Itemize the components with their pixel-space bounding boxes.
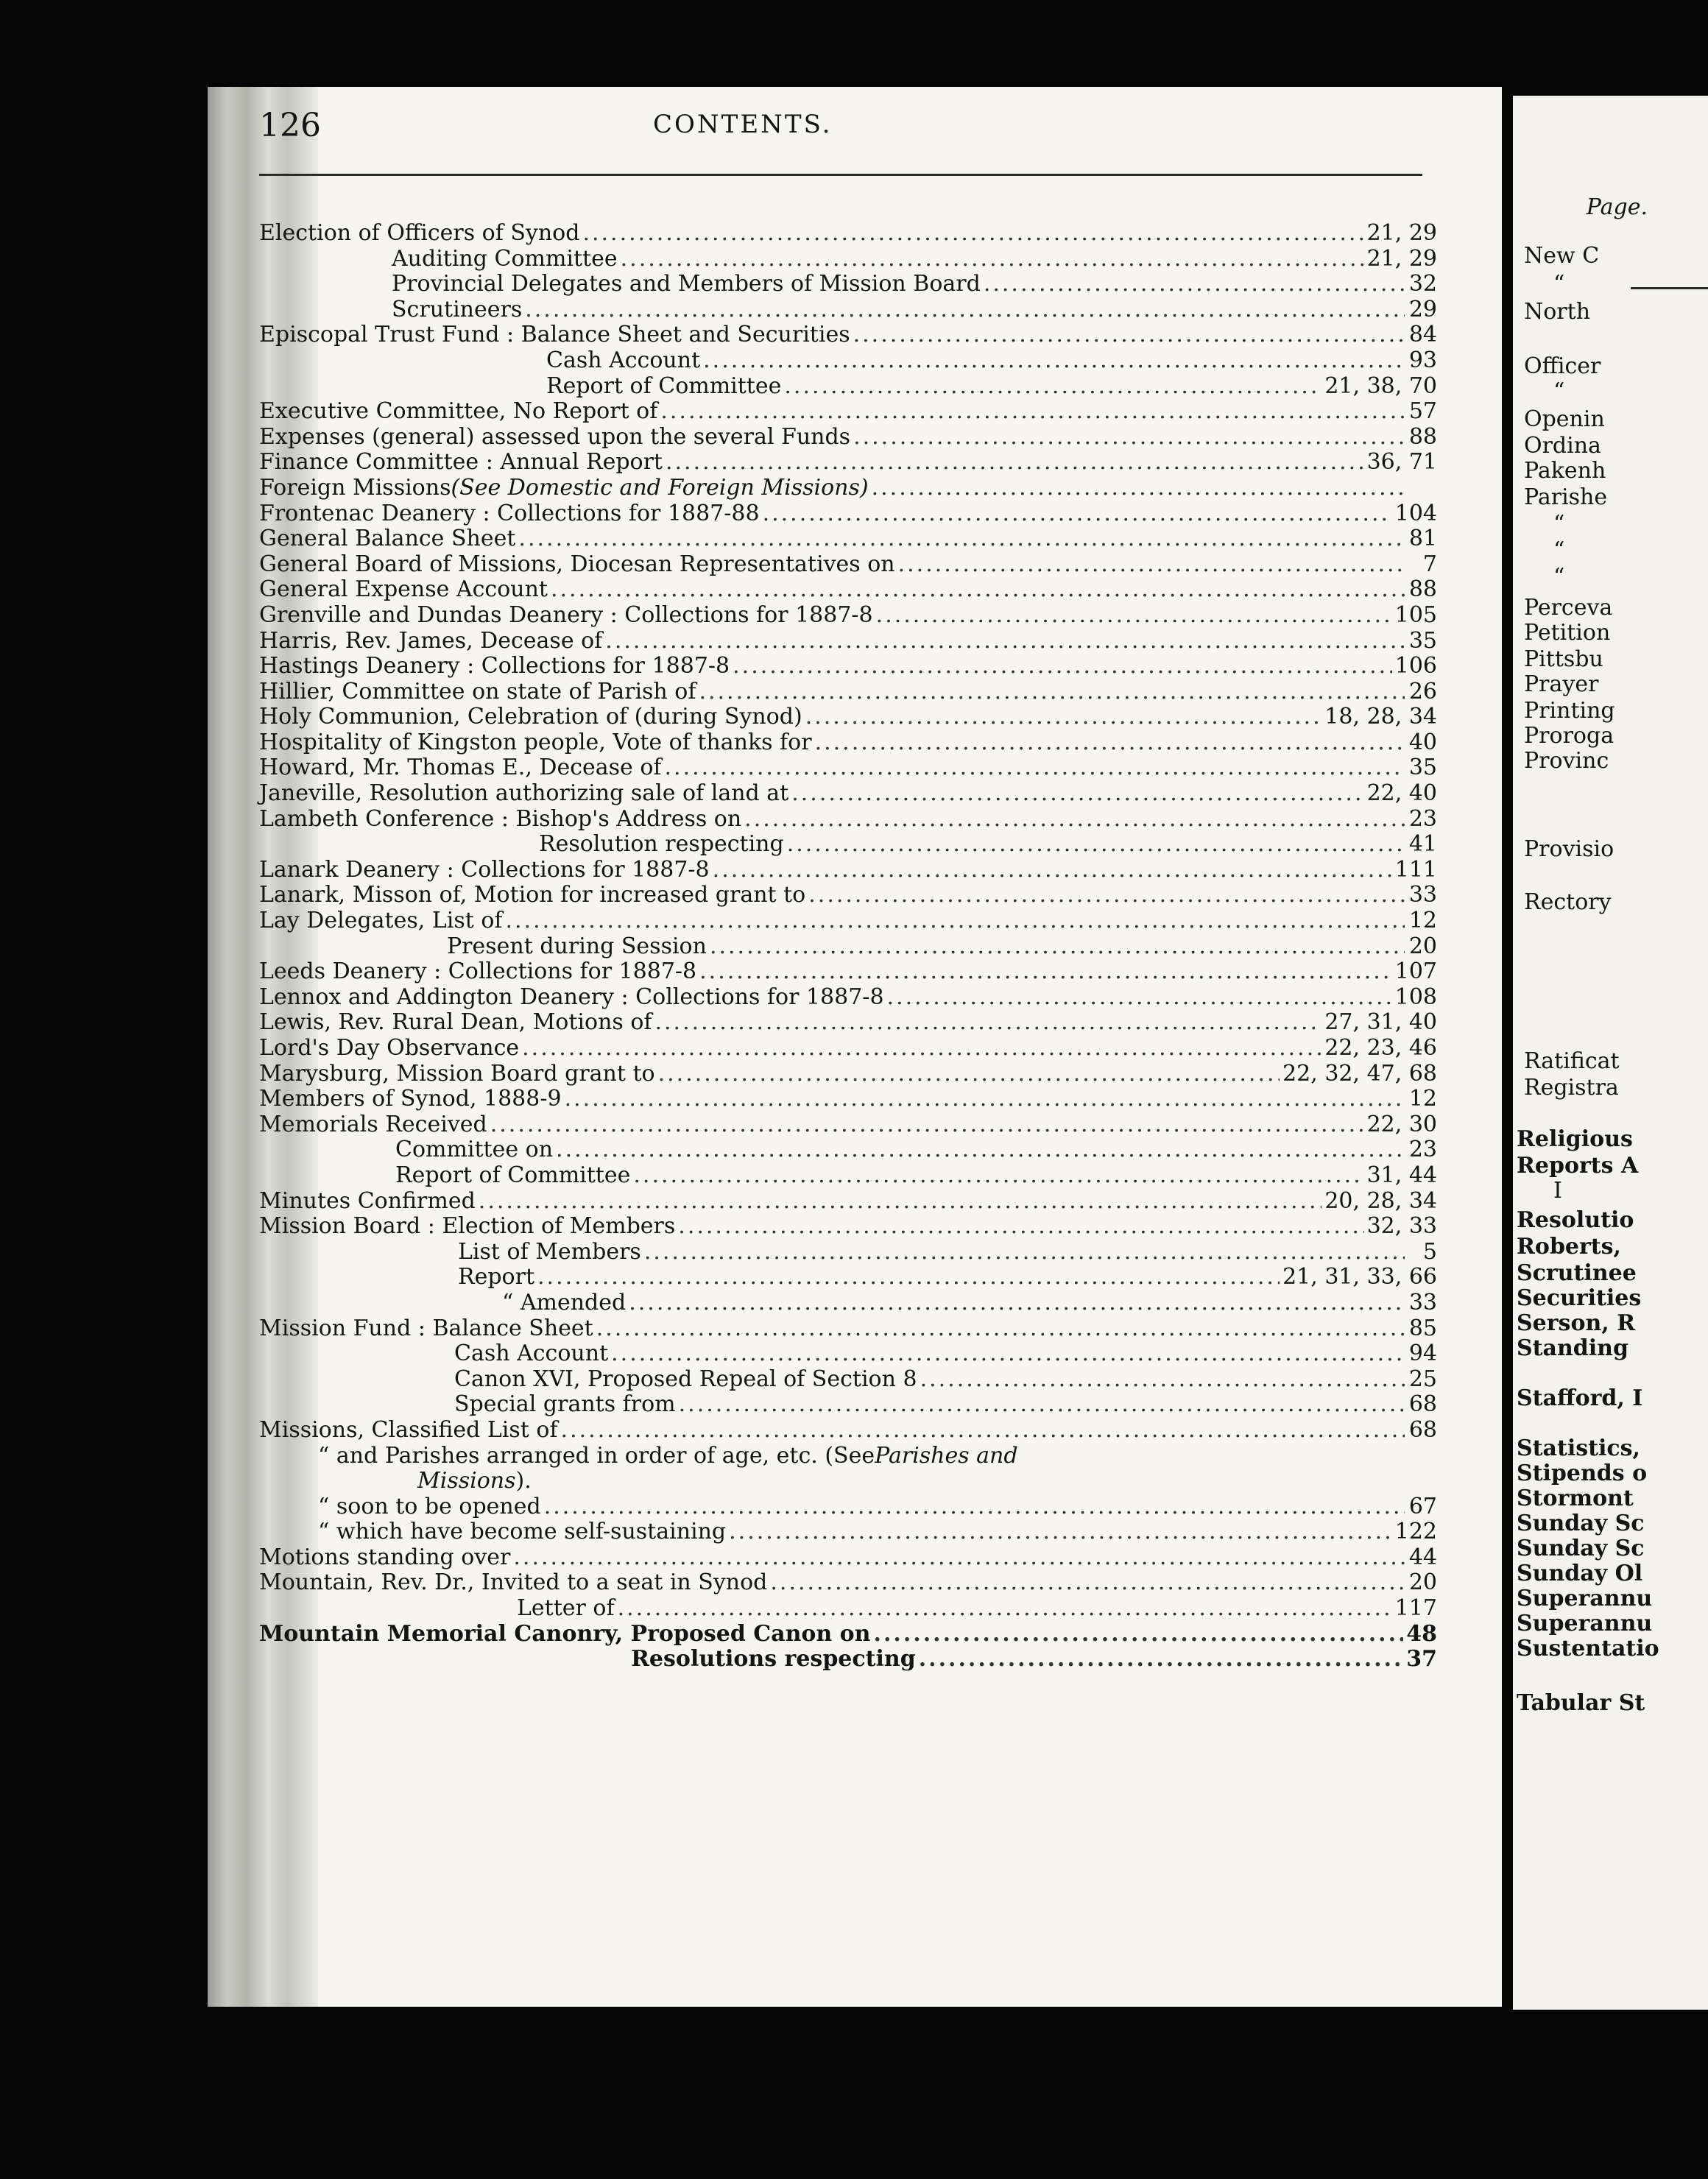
- entry-page-ref: 117: [1394, 1595, 1437, 1622]
- facing-entry-fragment: Pittsbu: [1524, 646, 1603, 672]
- contents-entry: [259, 247, 1437, 272]
- dot-leader: [808, 883, 1405, 908]
- dot-leader: [699, 679, 1405, 705]
- entry-title: Canon XVI, Proposed Repeal of Section 8: [454, 1366, 917, 1392]
- facing-entry-fragment: Roberts,: [1517, 1234, 1622, 1260]
- dot-leader: [556, 1137, 1405, 1163]
- entry-page-ref: 57: [1408, 398, 1437, 425]
- dot-leader: [874, 1622, 1404, 1648]
- entry-title: Resolution respecting: [539, 831, 784, 858]
- dot-leader: [490, 1112, 1364, 1138]
- entry-title: “ and Parishes arranged in order of age, etc. (See: [318, 1442, 875, 1469]
- contents-entry: [259, 1444, 1437, 1469]
- entry-title: “ which have become self-sustaining: [318, 1519, 727, 1545]
- facing-entry-fragment: Stipends o: [1517, 1461, 1648, 1486]
- entry-page-ref: 7: [1422, 551, 1437, 577]
- facing-entry-fragment: Scrutinee: [1517, 1260, 1637, 1286]
- facing-entry-fragment: Petition: [1524, 620, 1611, 646]
- entry-title: Frontenac Deanery : Collections for 1887-88: [259, 500, 760, 526]
- dot-leader: [853, 425, 1405, 451]
- entry-title: “ Amended: [502, 1289, 627, 1315]
- dot-leader: [919, 1647, 1404, 1673]
- dot-leader: [679, 1392, 1405, 1418]
- contents-entry: [259, 425, 1437, 451]
- entry-page-ref: 20: [1408, 933, 1437, 959]
- dot-leader: [596, 1316, 1405, 1342]
- dot-leader: [644, 1240, 1405, 1265]
- entry-page-ref: 29: [1408, 296, 1437, 322]
- entry-title: Hospitality of Kingston people, Vote of thanks for: [259, 729, 812, 755]
- facing-entry-fragment: Religious: [1517, 1126, 1633, 1152]
- entry-title: Missions, Classified List of: [259, 1416, 558, 1443]
- entry-title: Leeds Deanery : Collections for 1887-8: [259, 958, 697, 985]
- contents-entry: [259, 1519, 1437, 1545]
- contents-entry: [259, 297, 1437, 323]
- entry-page-ref: 84: [1408, 322, 1437, 348]
- entry-title: Mission Fund : Balance Sheet: [259, 1315, 593, 1341]
- dot-leader: [561, 1418, 1405, 1444]
- entry-page-ref: 108: [1394, 983, 1437, 1010]
- contents-entry: [259, 552, 1437, 578]
- entry-page-ref: 26: [1408, 678, 1437, 704]
- entry-title: Resolutions respecting: [631, 1646, 916, 1673]
- dot-leader: [505, 908, 1405, 934]
- entry-page-ref: 31, 44: [1366, 1162, 1437, 1188]
- dot-leader: [513, 1545, 1405, 1571]
- entry-page-ref: 107: [1394, 958, 1437, 985]
- dot-leader: [537, 1265, 1280, 1290]
- entry-page-ref: 5: [1422, 1238, 1437, 1265]
- dot-leader: [565, 1087, 1405, 1112]
- dot-leader: [605, 629, 1405, 654]
- contents-entry: [259, 807, 1437, 833]
- entry-page-ref: 44: [1408, 1544, 1437, 1570]
- contents-entry: [259, 704, 1437, 730]
- entry-page-ref: 20, 28, 34: [1324, 1187, 1437, 1214]
- entry-page-ref: 21, 29: [1366, 245, 1437, 272]
- entry-page-ref: 93: [1408, 347, 1437, 373]
- entry-page-ref: 22, 30: [1366, 1111, 1437, 1137]
- entry-title: Minutes Confirmed: [259, 1187, 476, 1214]
- entry-title: Lennox and Addington Deanery : Collections for 1887-8: [259, 983, 884, 1010]
- dot-leader: [518, 526, 1405, 552]
- entry-page-ref: 27, 31, 40: [1324, 1009, 1437, 1036]
- entry-title: List of Members: [458, 1238, 641, 1265]
- entry-title: Report of Committee: [395, 1162, 631, 1188]
- dot-leader: [713, 858, 1392, 883]
- contents-entry: [259, 1545, 1437, 1571]
- facing-entry-fragment: Securities: [1517, 1285, 1642, 1311]
- dot-leader: [920, 1367, 1405, 1393]
- dot-leader: [699, 959, 1392, 985]
- entry-title: General Balance Sheet: [259, 526, 516, 552]
- entry-page-ref: 35: [1408, 755, 1437, 781]
- facing-entry-fragment: Rectory: [1524, 889, 1612, 915]
- entry-page-ref: 20: [1408, 1569, 1437, 1596]
- facing-entry-fragment: Printing: [1524, 698, 1615, 724]
- facing-entry-fragment: Sustentatio: [1517, 1636, 1659, 1661]
- right-page-fragment: [1513, 96, 1708, 2010]
- entry-title: Lanark Deanery : Collections for 1887-8: [259, 856, 710, 883]
- entry-page-ref: 105: [1394, 601, 1437, 628]
- entry-page-ref: 25: [1408, 1366, 1437, 1392]
- entry-page-ref: 21, 31, 33, 66: [1282, 1264, 1437, 1290]
- dot-leader: [898, 552, 1405, 578]
- contents-entry: [259, 1392, 1437, 1418]
- contents-entry: [259, 832, 1437, 858]
- contents-entry: [259, 1316, 1437, 1342]
- facing-entry-fragment: Stormont: [1517, 1486, 1634, 1511]
- contents-entry: [259, 1137, 1437, 1163]
- dot-leader: [665, 755, 1405, 781]
- contents-entry: [259, 1265, 1437, 1290]
- facing-entry-fragment: Ratificat: [1524, 1048, 1620, 1074]
- facing-entry-fragment: Sunday Sc: [1517, 1511, 1645, 1536]
- facing-entry-fragment: Stafford, I: [1517, 1385, 1643, 1411]
- contents-entry: [259, 629, 1437, 654]
- contents-entry: [259, 755, 1437, 781]
- dot-leader: [733, 654, 1392, 679]
- dot-leader: [479, 1189, 1322, 1215]
- contents-entry: [259, 1596, 1437, 1622]
- entry-page-ref: 21, 38, 70: [1324, 372, 1437, 399]
- entry-title: Hillier, Committee on state of Parish of: [259, 678, 696, 704]
- entry-page-ref: 40: [1408, 729, 1437, 755]
- entry-page-ref: 106: [1394, 653, 1437, 679]
- entry-title: Executive Committee, No Report of: [259, 398, 658, 425]
- contents-entry: [259, 781, 1437, 807]
- dot-leader: [660, 399, 1405, 425]
- entry-page-ref: 68: [1408, 1416, 1437, 1443]
- contents-entry: [259, 1469, 1437, 1494]
- contents-entry: [259, 450, 1437, 476]
- facing-entry-fragment: Officer: [1524, 353, 1601, 379]
- facing-entry-fragment: Serson, R: [1517, 1310, 1636, 1336]
- facing-entry-fragment: Sunday Sc: [1517, 1536, 1645, 1561]
- facing-entry-fragment: Perceva: [1524, 595, 1613, 621]
- entry-italic-note: Missions: [417, 1468, 516, 1494]
- contents-entry: [259, 654, 1437, 679]
- dot-leader: [805, 704, 1322, 730]
- entry-title: Lanark, Misson of, Motion for increased grant to: [259, 882, 806, 908]
- entry-title: Lambeth Conference : Bishop's Address on: [259, 805, 742, 832]
- entry-page-ref: 68: [1408, 1391, 1437, 1418]
- entry-page-ref: 111: [1394, 856, 1437, 883]
- dot-leader: [525, 297, 1405, 323]
- contents-entry: [259, 908, 1437, 934]
- running-head: [259, 107, 1422, 151]
- dot-leader: [654, 1010, 1321, 1036]
- entry-title: Motions standing over: [259, 1544, 511, 1570]
- contents-entry: [259, 730, 1437, 756]
- entry-page-ref: 22, 23, 46: [1324, 1035, 1437, 1061]
- facing-entry-fragment: Provisio: [1524, 836, 1615, 862]
- contents-entry: [259, 1010, 1437, 1036]
- dot-leader: [551, 577, 1405, 603]
- page-number: 126: [259, 107, 321, 144]
- entry-page-ref: 33: [1408, 882, 1437, 908]
- dot-leader: [770, 1570, 1405, 1596]
- entry-title: Episcopal Trust Fund : Balance Sheet and Securities: [259, 322, 850, 348]
- contents-entry: [259, 1367, 1437, 1393]
- entry-title: Mission Board : Election of Members: [259, 1213, 676, 1240]
- entry-page-ref: 122: [1394, 1519, 1437, 1545]
- contents-entry: [259, 374, 1437, 400]
- entry-title: Marysburg, Mission Board grant to: [259, 1060, 655, 1087]
- dot-leader: [815, 730, 1405, 756]
- dot-leader: [621, 247, 1364, 272]
- facing-entry-fragment: “: [1553, 511, 1565, 537]
- entry-page-ref: 41: [1408, 831, 1437, 858]
- facing-entry-fragment: New C: [1524, 243, 1600, 269]
- facing-entry-fragment: Provinc: [1524, 748, 1609, 774]
- entry-page-ref: 23: [1408, 1137, 1437, 1163]
- contents-entry: [259, 526, 1437, 552]
- entry-title: Mountain Memorial Canonry, Proposed Canon on: [259, 1620, 871, 1647]
- contents-entry: [259, 883, 1437, 908]
- facing-entry-fragment: Standing: [1517, 1335, 1628, 1361]
- entry-title: Auditing Committee: [392, 245, 618, 272]
- entry-page-ref: 21, 29: [1366, 220, 1437, 246]
- entry-title: Hastings Deanery : Collections for 1887-8: [259, 653, 730, 679]
- entry-page-ref: 104: [1394, 500, 1437, 526]
- contents-entry: [259, 934, 1437, 960]
- entry-page-ref: 37: [1406, 1646, 1437, 1673]
- entry-title: Committee on: [395, 1137, 554, 1163]
- facing-entry-fragment: Proroga: [1524, 723, 1615, 749]
- entry-page-ref: 88: [1408, 576, 1437, 603]
- entry-title: Report: [458, 1264, 535, 1290]
- entry-title: General Board of Missions, Diocesan Representatives on: [259, 551, 895, 577]
- entry-page-ref: 81: [1408, 526, 1437, 552]
- entry-italic-note: Parishes and: [875, 1442, 1018, 1469]
- contents-entry: [259, 1189, 1437, 1215]
- entry-title: Janeville, Resolution authorizing sale of land at: [259, 780, 789, 807]
- dot-leader: [582, 221, 1363, 247]
- contents-entry: [259, 399, 1437, 425]
- facing-entry-fragment: Superannu: [1517, 1586, 1653, 1611]
- entry-page-ref: 18, 28, 34: [1324, 704, 1437, 730]
- contents-entry: [259, 1163, 1437, 1189]
- entry-page-ref: 33: [1408, 1289, 1437, 1315]
- entry-page-ref: 88: [1408, 423, 1437, 450]
- dot-leader: [787, 832, 1405, 858]
- contents-entry: [259, 1341, 1437, 1367]
- entry-title: Holy Communion, Celebration of (during Synod): [259, 704, 802, 730]
- contents-entry: [259, 1647, 1437, 1673]
- entry-title: Report of Committee: [546, 372, 782, 399]
- contents-entry: [259, 221, 1437, 247]
- facing-entry-fragment: Reports A: [1517, 1153, 1639, 1179]
- facing-entry-fragment: Parishe: [1524, 484, 1608, 510]
- entry-title: Lord's Day Observance: [259, 1035, 520, 1061]
- entry-page-ref: 32, 33: [1366, 1213, 1437, 1240]
- contents-entry: [259, 985, 1437, 1011]
- facing-entry-fragment: Prayer: [1524, 671, 1599, 697]
- dot-leader: [666, 450, 1364, 476]
- contents-list: [259, 221, 1437, 1673]
- entry-page-ref: 36, 71: [1366, 449, 1437, 476]
- entry-italic-note: (See Domestic and Foreign Missions): [451, 474, 869, 501]
- facing-entry-fragment: I: [1553, 1178, 1562, 1204]
- facing-entry-fragment: Registra: [1524, 1075, 1619, 1101]
- entry-tail: ).: [515, 1468, 532, 1494]
- entry-title: Memorials Received: [259, 1111, 487, 1137]
- entry-title: Scrutineers: [392, 296, 523, 322]
- dot-leader: [629, 1290, 1405, 1316]
- dot-leader: [618, 1596, 1392, 1622]
- contents-entry: [259, 348, 1437, 374]
- entry-title: Lay Delegates, List of: [259, 908, 503, 934]
- entry-title: Provincial Delegates and Members of Mission Board: [392, 271, 981, 297]
- entry-title: Harris, Rev. James, Decease of: [259, 627, 603, 654]
- facing-entry-fragment: Pakenh: [1524, 458, 1606, 484]
- entry-title: Howard, Mr. Thomas E., Decease of: [259, 755, 662, 781]
- facing-entry-fragment: Openin: [1524, 406, 1605, 432]
- contents-entry: [259, 1570, 1437, 1596]
- entry-title: Letter of: [517, 1595, 615, 1622]
- entry-title: Present during Session: [447, 933, 707, 959]
- dot-leader: [658, 1062, 1280, 1087]
- contents-entry: [259, 322, 1437, 348]
- contents-entry: [259, 1087, 1437, 1112]
- facing-entry-fragment: Statistics,: [1517, 1435, 1640, 1461]
- contents-entry: [259, 1290, 1437, 1316]
- dot-leader: [876, 603, 1392, 629]
- contents-entry: [259, 476, 1437, 501]
- entry-page-ref: 32: [1408, 271, 1437, 297]
- dot-leader: [791, 781, 1363, 807]
- facing-head-rule: [1631, 287, 1708, 289]
- entry-page-ref: 94: [1408, 1341, 1437, 1367]
- entry-title: Expenses (general) assessed upon the several Funds: [259, 423, 851, 450]
- facing-entry-fragment: “: [1553, 378, 1565, 404]
- dot-leader: [544, 1494, 1405, 1520]
- dot-leader: [633, 1163, 1363, 1189]
- dot-leader: [853, 322, 1405, 348]
- contents-entry: [259, 1214, 1437, 1240]
- contents-entry: [259, 272, 1437, 297]
- facing-entry-fragment: Superannu: [1517, 1611, 1653, 1636]
- entry-title: Foreign Missions: [259, 474, 451, 501]
- entry-page-ref: 67: [1408, 1493, 1437, 1519]
- dot-leader: [784, 374, 1321, 400]
- entry-title: Members of Synod, 1888-9: [259, 1086, 562, 1112]
- entry-title: General Expense Account: [259, 576, 548, 603]
- entry-title: Cash Account: [546, 347, 701, 373]
- facing-entry-fragment: Tabular St: [1517, 1690, 1645, 1716]
- dot-leader: [887, 985, 1392, 1011]
- contents-entry: [259, 679, 1437, 705]
- dot-leader: [522, 1036, 1321, 1062]
- entry-title: “ soon to be opened: [318, 1493, 541, 1519]
- page-column-label: Page.: [1586, 194, 1648, 220]
- contents-entry: [259, 501, 1437, 527]
- page-title: CONTENTS.: [653, 110, 833, 139]
- dot-leader: [744, 807, 1405, 833]
- contents-entry: [259, 603, 1437, 629]
- entry-title: Finance Committee : Annual Report: [259, 449, 663, 476]
- entry-page-ref: 85: [1408, 1315, 1437, 1341]
- contents-entry: [259, 577, 1437, 603]
- entry-page-ref: 12: [1408, 908, 1437, 934]
- contents-entry: [259, 959, 1437, 985]
- entry-title: Election of Officers of Synod: [259, 220, 580, 246]
- contents-entry: [259, 1418, 1437, 1444]
- entry-title: Cash Account: [454, 1341, 609, 1367]
- contents-entry: [259, 858, 1437, 883]
- dot-leader: [710, 934, 1405, 960]
- dot-leader: [984, 272, 1405, 297]
- dot-leader: [872, 476, 1405, 501]
- contents-entry: [259, 1036, 1437, 1062]
- facing-entry-fragment: “: [1553, 537, 1565, 563]
- entry-title: Grenville and Dundas Deanery : Collections for 1887-8: [259, 601, 873, 628]
- entry-page-ref: 22, 32, 47, 68: [1282, 1060, 1437, 1087]
- contents-entry: [259, 1494, 1437, 1520]
- entry-page-ref: 23: [1408, 805, 1437, 832]
- dot-leader: [729, 1519, 1392, 1545]
- dot-leader: [763, 501, 1392, 527]
- facing-entry-fragment: Sunday Ol: [1517, 1561, 1643, 1586]
- entry-page-ref: 22, 40: [1366, 780, 1437, 807]
- facing-entry-fragment: Resolutio: [1517, 1207, 1634, 1233]
- entry-title: Lewis, Rev. Rural Dean, Motions of: [259, 1009, 652, 1036]
- facing-entry-fragment: “: [1553, 271, 1565, 297]
- dot-leader: [611, 1341, 1405, 1367]
- facing-entry-fragment: “: [1553, 564, 1565, 590]
- entry-title: Mountain, Rev. Dr., Invited to a seat in Synod: [259, 1569, 768, 1596]
- facing-entry-fragment: Ordina: [1524, 433, 1601, 459]
- contents-entry: [259, 1622, 1437, 1648]
- contents-entry: [259, 1240, 1437, 1265]
- entry-page-ref: 48: [1406, 1620, 1437, 1647]
- contents-entry: [259, 1112, 1437, 1138]
- entry-page-ref: 12: [1408, 1086, 1437, 1112]
- entry-title: Special grants from: [454, 1391, 676, 1418]
- facing-entry-fragment: North: [1524, 299, 1591, 325]
- header-rule: [259, 174, 1422, 176]
- dot-leader: [703, 348, 1405, 374]
- contents-entry: [259, 1062, 1437, 1087]
- dot-leader: [678, 1214, 1363, 1240]
- entry-page-ref: 35: [1408, 627, 1437, 654]
